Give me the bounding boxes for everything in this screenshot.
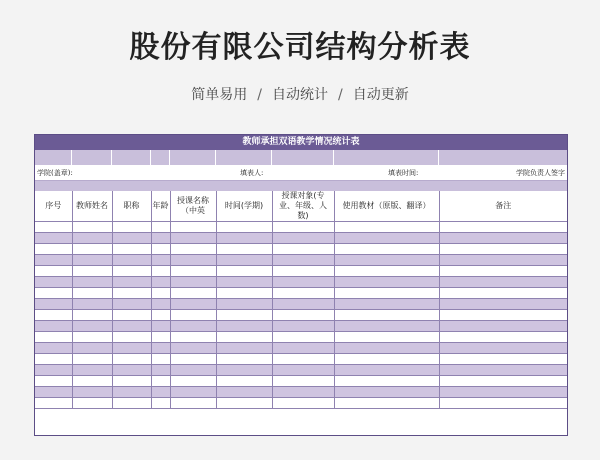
table-cell <box>334 288 439 299</box>
table-cell <box>112 244 151 255</box>
table-cell <box>35 332 72 343</box>
table-cell <box>151 321 170 332</box>
table-cell <box>72 332 112 343</box>
table-cell <box>334 277 439 288</box>
table-cell <box>151 288 170 299</box>
table-cell <box>35 365 72 376</box>
column-header-course-name: 授课名称（中英 <box>170 191 216 222</box>
page-title: 股份有限公司结构分析表 <box>129 30 471 65</box>
table-cell <box>35 321 72 332</box>
table-cell <box>151 244 170 255</box>
table-cell <box>272 321 334 332</box>
table-cell <box>334 398 439 409</box>
table-cell <box>272 222 334 233</box>
table-cell <box>216 222 272 233</box>
table-cell <box>216 255 272 266</box>
table-cell <box>72 255 112 266</box>
table-row <box>35 398 567 409</box>
table-cell <box>439 288 567 299</box>
table-cell <box>35 222 72 233</box>
table-cell <box>170 277 216 288</box>
table-cell <box>35 233 72 244</box>
table-cell <box>272 255 334 266</box>
table-cell <box>216 310 272 321</box>
table-row <box>35 376 567 387</box>
table-cell <box>334 244 439 255</box>
table-cell <box>151 343 170 354</box>
table-cell <box>35 299 72 310</box>
table-cell <box>170 387 216 398</box>
column-header-teacher-name: 教师姓名 <box>72 191 112 222</box>
table-cell <box>170 299 216 310</box>
table-cell <box>72 321 112 332</box>
table-cell <box>216 288 272 299</box>
table-cell <box>72 299 112 310</box>
table-cell <box>170 365 216 376</box>
table-row <box>35 343 567 354</box>
table-cell <box>151 365 170 376</box>
header-band <box>35 150 567 165</box>
table-cell <box>151 277 170 288</box>
table-cell <box>112 255 151 266</box>
table-cell <box>439 365 567 376</box>
table-cell <box>72 222 112 233</box>
table-cell <box>216 266 272 277</box>
table-cell <box>216 343 272 354</box>
table-cell <box>35 244 72 255</box>
table-cell <box>334 321 439 332</box>
table-cell <box>170 266 216 277</box>
table-row <box>35 365 567 376</box>
subtitle-separator: / <box>338 87 343 103</box>
table-cell <box>170 233 216 244</box>
table-cell <box>272 288 334 299</box>
table-cell <box>439 266 567 277</box>
table-cell <box>272 365 334 376</box>
table-row <box>35 233 567 244</box>
subtitle-item-stats: 自动统计 <box>272 87 328 103</box>
table-row <box>35 222 567 233</box>
column-header-textbook: 使用教材（原版、翻译） <box>334 191 439 222</box>
table-cell <box>439 387 567 398</box>
table-cell <box>112 365 151 376</box>
info-row <box>35 165 567 181</box>
table-cell <box>272 299 334 310</box>
column-header-semester: 时间(学期) <box>216 191 272 222</box>
table-cell <box>439 255 567 266</box>
table-cell <box>151 398 170 409</box>
table-cell <box>151 387 170 398</box>
table-cell <box>112 332 151 343</box>
column-header-title: 职称 <box>112 191 151 222</box>
table-cell <box>334 255 439 266</box>
table-cell <box>112 321 151 332</box>
table-cell <box>439 299 567 310</box>
table-cell <box>439 233 567 244</box>
table-cell <box>216 244 272 255</box>
table-cell <box>72 365 112 376</box>
table-cell <box>151 376 170 387</box>
table-cell <box>35 343 72 354</box>
table-cell <box>35 266 72 277</box>
table-cell <box>334 233 439 244</box>
table-row <box>35 299 567 310</box>
table-cell <box>216 299 272 310</box>
table-cell <box>334 343 439 354</box>
table-cell <box>272 310 334 321</box>
table-cell <box>170 332 216 343</box>
table-cell <box>170 255 216 266</box>
table-cell <box>112 398 151 409</box>
table-cell <box>72 343 112 354</box>
table-cell <box>151 310 170 321</box>
table-cell <box>35 277 72 288</box>
table-cell <box>35 387 72 398</box>
table-cell <box>334 332 439 343</box>
table-cell <box>170 343 216 354</box>
filler-label: 填表人: <box>240 169 264 177</box>
table-cell <box>112 299 151 310</box>
table-cell <box>112 288 151 299</box>
table-cell <box>112 354 151 365</box>
table-cell <box>439 332 567 343</box>
table-row <box>35 277 567 288</box>
table-cell <box>439 376 567 387</box>
column-header-notes: 备注 <box>439 191 567 222</box>
table-row <box>35 354 567 365</box>
table-cell <box>112 387 151 398</box>
table-cell <box>334 387 439 398</box>
table-cell <box>272 244 334 255</box>
table-cell <box>112 222 151 233</box>
table-body <box>35 222 567 409</box>
table-cell <box>272 354 334 365</box>
table-cell <box>216 398 272 409</box>
table-cell <box>35 376 72 387</box>
table-cell <box>35 398 72 409</box>
table-cell <box>72 310 112 321</box>
table-cell <box>439 398 567 409</box>
table-cell <box>72 266 112 277</box>
table-cell <box>439 222 567 233</box>
table-cell <box>151 299 170 310</box>
table-cell <box>72 244 112 255</box>
table-cell <box>112 266 151 277</box>
table-cell <box>112 376 151 387</box>
table-cell <box>151 255 170 266</box>
table-cell <box>35 310 72 321</box>
spreadsheet-preview <box>34 134 568 436</box>
table-cell <box>35 354 72 365</box>
subtitle-separator: / <box>257 87 262 103</box>
table-row <box>35 332 567 343</box>
column-header-row <box>35 191 567 222</box>
table-cell <box>72 288 112 299</box>
table-cell <box>272 343 334 354</box>
table-cell <box>272 332 334 343</box>
table-cell <box>334 299 439 310</box>
subtitle-item-update: 自动更新 <box>352 87 409 103</box>
table-cell <box>439 321 567 332</box>
table-row <box>35 244 567 255</box>
table-row <box>35 288 567 299</box>
table-cell <box>72 376 112 387</box>
table-cell <box>170 222 216 233</box>
table-cell <box>170 288 216 299</box>
table-row <box>35 255 567 266</box>
table-cell <box>216 332 272 343</box>
table-cell <box>170 376 216 387</box>
table-cell <box>334 222 439 233</box>
table-cell <box>170 398 216 409</box>
table-row <box>35 321 567 332</box>
table-cell <box>151 354 170 365</box>
data-table <box>35 191 567 409</box>
table-cell <box>72 354 112 365</box>
table-cell <box>112 233 151 244</box>
table-cell <box>439 310 567 321</box>
table-cell <box>439 354 567 365</box>
table-cell <box>151 266 170 277</box>
table-cell <box>334 266 439 277</box>
table-cell <box>216 387 272 398</box>
table-cell <box>334 354 439 365</box>
table-cell <box>272 277 334 288</box>
sheet-header: 教师承担双语教学情况统计表 <box>35 135 567 150</box>
table-cell <box>216 376 272 387</box>
subtitle-item-easy: 简单易用 <box>191 87 248 103</box>
table-cell <box>170 354 216 365</box>
table-cell <box>272 233 334 244</box>
date-label: 填表时间: <box>388 169 419 177</box>
table-cell <box>72 233 112 244</box>
table-cell <box>72 398 112 409</box>
table-cell <box>439 277 567 288</box>
table-cell <box>170 310 216 321</box>
table-cell <box>334 310 439 321</box>
table-cell <box>439 343 567 354</box>
table-cell <box>216 321 272 332</box>
table-cell <box>216 277 272 288</box>
table-cell <box>151 332 170 343</box>
subtitle <box>0 84 600 104</box>
table-row <box>35 387 567 398</box>
signature-label: 学院负责人签字 <box>516 169 565 177</box>
gap-band <box>35 181 567 191</box>
table-cell <box>170 321 216 332</box>
table-cell <box>439 244 567 255</box>
table-cell <box>272 266 334 277</box>
college-label: 学院(盖章): <box>37 169 73 177</box>
table-cell <box>112 277 151 288</box>
table-cell <box>112 343 151 354</box>
table-cell <box>35 288 72 299</box>
table-cell <box>334 365 439 376</box>
column-header-audience: 授课对象(专业、年级、人数) <box>272 191 334 222</box>
table-cell <box>216 365 272 376</box>
table-cell <box>272 387 334 398</box>
table-cell <box>72 387 112 398</box>
table-row <box>35 310 567 321</box>
table-cell <box>272 398 334 409</box>
table-cell <box>151 233 170 244</box>
column-header-age: 年龄 <box>151 191 170 222</box>
column-header-index: 序号 <box>35 191 72 222</box>
table-cell <box>334 376 439 387</box>
table-cell <box>112 310 151 321</box>
table-row <box>35 266 567 277</box>
table-cell <box>272 376 334 387</box>
table-cell <box>216 354 272 365</box>
table-cell <box>35 255 72 266</box>
table-cell <box>72 277 112 288</box>
table-cell <box>216 233 272 244</box>
table-cell <box>170 244 216 255</box>
table-cell <box>151 222 170 233</box>
